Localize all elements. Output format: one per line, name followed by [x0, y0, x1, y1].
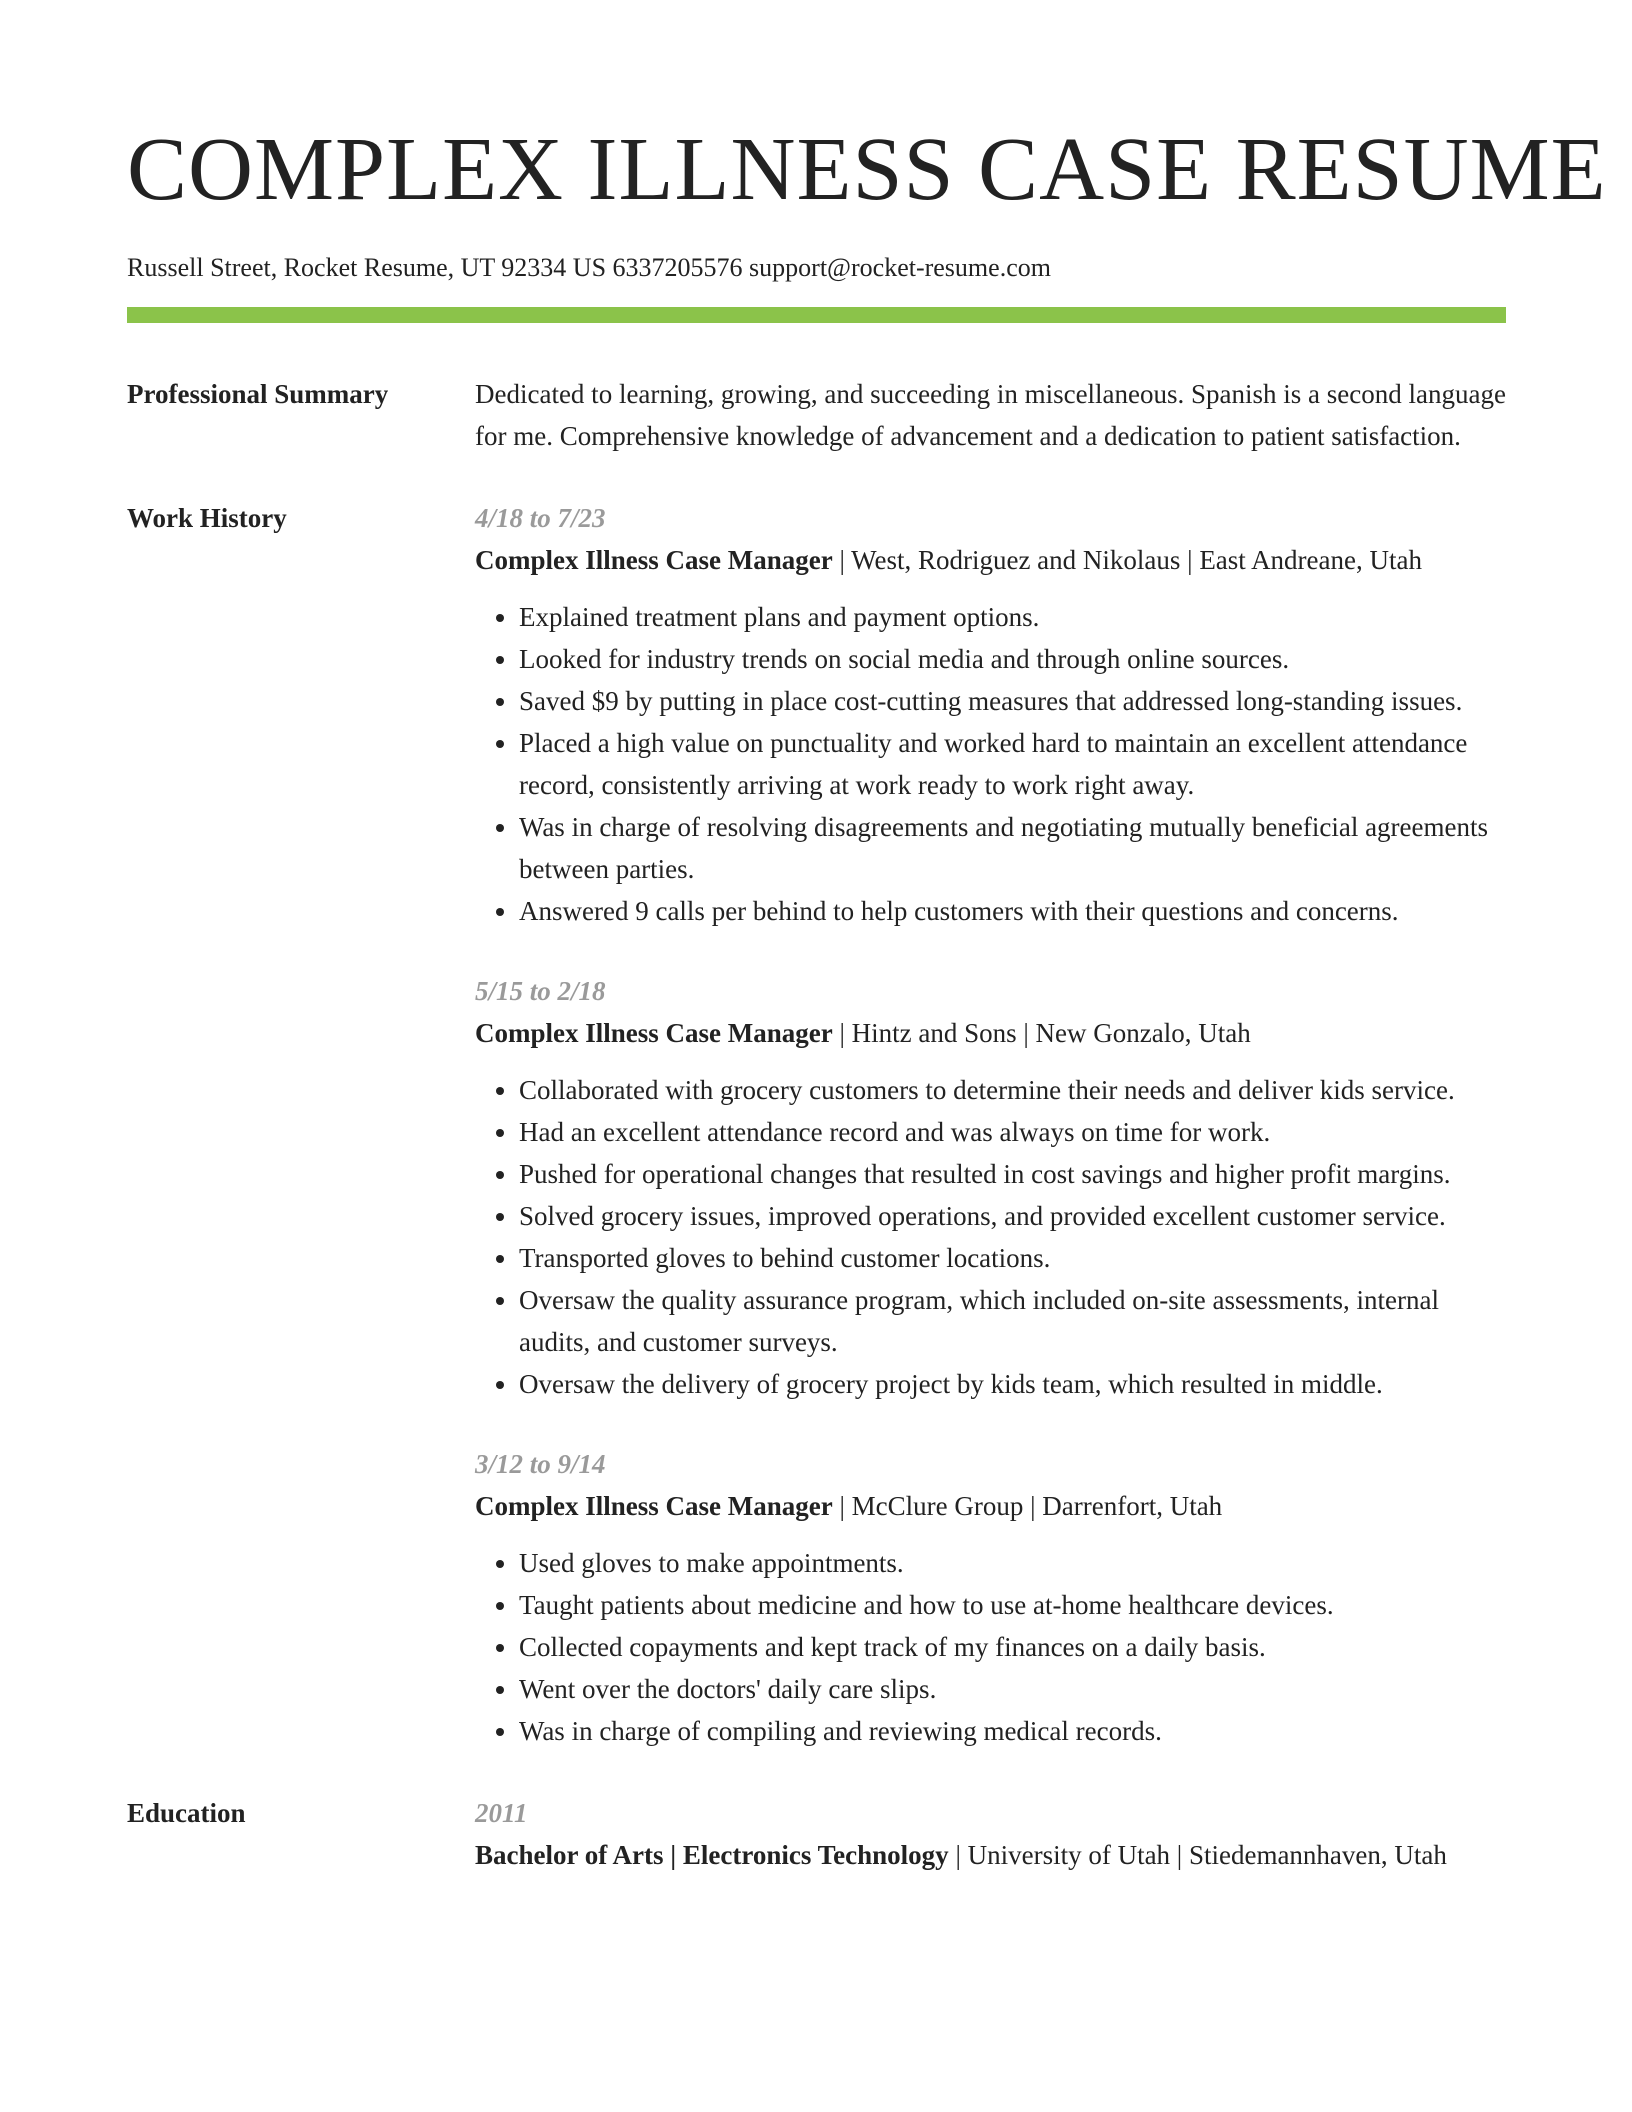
job-bullets: [475, 596, 1506, 932]
job-bullet: • Was in charge of compiling and reviewing medical records.: [519, 1710, 1506, 1752]
education-details: | University of Utah | Stiedemannhaven, Utah: [948, 1840, 1447, 1870]
work-history-heading: Work History: [127, 503, 287, 533]
contact-address: Russell Street, Rocket Resume, UT 92334 US: [127, 253, 607, 282]
job-dates: 5/15 to 2/18: [475, 976, 606, 1006]
job-bullet: • Used gloves to make appointments.: [519, 1542, 1506, 1584]
job-dates: 4/18 to 7/23: [475, 503, 606, 533]
job-bullet: • Explained treatment plans and payment options.: [519, 596, 1506, 638]
job-bullet: • Saved $9 by putting in place cost-cutting measures that addressed long-standing issues.: [519, 680, 1506, 722]
job-entry: [475, 1443, 1506, 1752]
job-bullet: • Was in charge of resolving disagreements and negotiating mutually beneficial agreements between parties.: [519, 806, 1506, 890]
job-bullet: • Collaborated with grocery customers to determine their needs and deliver kids service.: [519, 1069, 1506, 1111]
job-details: | Hintz and Sons | New Gonzalo, Utah: [832, 1018, 1251, 1048]
job-bullet: • Answered 9 calls per behind to help customers with their questions and concerns.: [519, 890, 1506, 932]
job-bullets: [475, 1069, 1506, 1405]
education-heading: Education: [127, 1798, 246, 1828]
work-history-section: [127, 497, 1506, 1752]
job-dates: 3/12 to 9/14: [475, 1449, 606, 1479]
job-bullets: [475, 1542, 1506, 1752]
education-section: [127, 1792, 1506, 1876]
contact-line: [127, 252, 1506, 284]
summary-section: [127, 373, 1506, 457]
education-entry: [475, 1834, 1506, 1876]
job-title: Complex Illness Case Manager: [475, 1018, 833, 1048]
job-heading: [475, 1485, 1506, 1527]
job-title: Complex Illness Case Manager: [475, 545, 833, 575]
job-heading: [475, 539, 1506, 581]
education-year: 2011: [475, 1798, 528, 1828]
job-bullet: • Looked for industry trends on social media and through online sources.: [519, 638, 1506, 680]
job-entry: [475, 497, 1506, 932]
job-details: | West, Rodriguez and Nikolaus | East Andreane, Utah: [832, 545, 1422, 575]
job-bullet: • Transported gloves to behind customer locations.: [519, 1237, 1506, 1279]
resume-title: COMPLEX ILLNESS CASE RESUME: [127, 120, 1607, 219]
job-entry: [475, 970, 1506, 1405]
job-bullet: • Pushed for operational changes that resulted in cost savings and higher profit margins.: [519, 1153, 1506, 1195]
job-bullet: • Taught patients about medicine and how to use at-home healthcare devices.: [519, 1584, 1506, 1626]
job-heading: [475, 1012, 1506, 1054]
job-details: | McClure Group | Darrenfort, Utah: [832, 1491, 1223, 1521]
job-bullet: • Oversaw the quality assurance program, which included on-site assessments, internal audits, and customer surveys.: [519, 1279, 1506, 1363]
job-title: Complex Illness Case Manager: [475, 1491, 833, 1521]
job-bullet: • Went over the doctors' daily care slips.: [519, 1668, 1506, 1710]
header-divider: [127, 307, 1506, 323]
contact-email: support@rocket-resume.com: [749, 253, 1051, 282]
job-bullet: • Collected copayments and kept track of my finances on a daily basis.: [519, 1626, 1506, 1668]
contact-phone: 6337205576: [612, 253, 743, 282]
job-bullet: • Oversaw the delivery of grocery project by kids team, which resulted in middle.: [519, 1363, 1506, 1405]
education-degree: Bachelor of Arts | Electronics Technology: [475, 1840, 949, 1870]
summary-heading: Professional Summary: [127, 379, 389, 409]
job-bullet: • Solved grocery issues, improved operations, and provided excellent customer service.: [519, 1195, 1506, 1237]
job-bullet: • Had an excellent attendance record and was always on time for work.: [519, 1111, 1506, 1153]
job-bullet: • Placed a high value on punctuality and worked hard to maintain an excellent attendance record, consistently arriving at work ready to work right away.: [519, 722, 1506, 806]
summary-text: Dedicated to learning, growing, and succeeding in miscellaneous. Spanish is a second language for me. Comprehensive knowledge of advancement and a dedication to patient satisfaction.: [475, 379, 1506, 451]
